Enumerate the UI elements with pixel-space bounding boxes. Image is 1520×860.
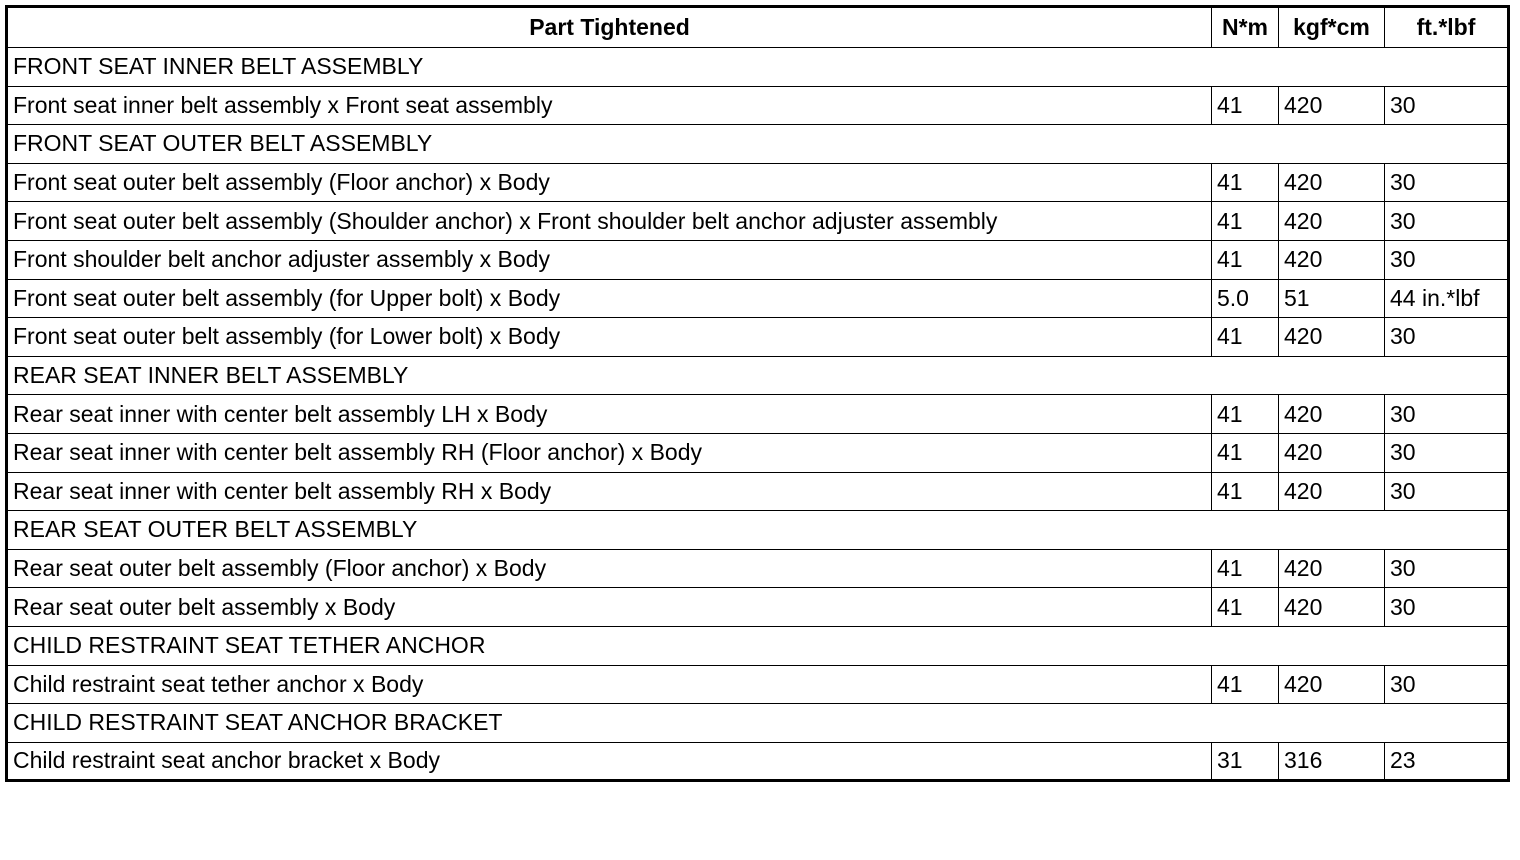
nm-value-cell: 31: [1212, 742, 1279, 781]
header-ft-lbf: ft.*lbf: [1385, 7, 1509, 48]
part-name-cell: Front seat outer belt assembly (Floor anchor) x Body: [7, 163, 1212, 202]
ft-lbf-value-cell: 30: [1385, 163, 1509, 202]
nm-value-cell: 41: [1212, 665, 1279, 704]
nm-value-cell: 41: [1212, 163, 1279, 202]
table-row: [7, 163, 1509, 202]
nm-value-cell: 41: [1212, 588, 1279, 627]
part-name-cell: Child restraint seat tether anchor x Body: [7, 665, 1212, 704]
table-row: [7, 472, 1509, 511]
part-name-cell: Rear seat outer belt assembly x Body: [7, 588, 1212, 627]
table-row: [7, 742, 1509, 781]
kgf-cm-value-cell: 420: [1279, 86, 1385, 125]
table-row: [7, 433, 1509, 472]
nm-value-cell: 41: [1212, 86, 1279, 125]
nm-value-cell: 5.0: [1212, 279, 1279, 318]
ft-lbf-value-cell: 30: [1385, 86, 1509, 125]
table-row: [7, 588, 1509, 627]
kgf-cm-value-cell: 420: [1279, 163, 1385, 202]
part-name-cell: Front seat outer belt assembly (Shoulder anchor) x Front shoulder belt anchor adjuster assembly: [7, 202, 1212, 241]
part-name-cell: Front seat outer belt assembly (for Upper bolt) x Body: [7, 279, 1212, 318]
table-row: [7, 318, 1509, 357]
kgf-cm-value-cell: 51: [1279, 279, 1385, 318]
kgf-cm-value-cell: 420: [1279, 588, 1385, 627]
kgf-cm-value-cell: 420: [1279, 549, 1385, 588]
section-row: [7, 626, 1509, 665]
ft-lbf-value-cell: 30: [1385, 202, 1509, 241]
ft-lbf-value-cell: 30: [1385, 240, 1509, 279]
header-row: [7, 7, 1509, 48]
ft-lbf-value-cell: 30: [1385, 665, 1509, 704]
section-row: [7, 704, 1509, 743]
nm-value-cell: 41: [1212, 549, 1279, 588]
section-label: FRONT SEAT INNER BELT ASSEMBLY: [7, 48, 1509, 87]
table-body: [7, 48, 1509, 781]
section-row: [7, 511, 1509, 550]
kgf-cm-value-cell: 316: [1279, 742, 1385, 781]
kgf-cm-value-cell: 420: [1279, 665, 1385, 704]
nm-value-cell: 41: [1212, 433, 1279, 472]
table-row: [7, 240, 1509, 279]
part-name-cell: Front shoulder belt anchor adjuster assembly x Body: [7, 240, 1212, 279]
ft-lbf-value-cell: 30: [1385, 588, 1509, 627]
part-name-cell: Rear seat inner with center belt assembly RH x Body: [7, 472, 1212, 511]
nm-value-cell: 41: [1212, 240, 1279, 279]
header-part-tightened: Part Tightened: [7, 7, 1212, 48]
nm-value-cell: 41: [1212, 395, 1279, 434]
part-name-cell: Front seat outer belt assembly (for Lower bolt) x Body: [7, 318, 1212, 357]
ft-lbf-value-cell: 30: [1385, 472, 1509, 511]
header-nm: N*m: [1212, 7, 1279, 48]
ft-lbf-value-cell: 23: [1385, 742, 1509, 781]
table-row: [7, 86, 1509, 125]
part-name-cell: Rear seat inner with center belt assembly RH (Floor anchor) x Body: [7, 433, 1212, 472]
section-label: REAR SEAT INNER BELT ASSEMBLY: [7, 356, 1509, 395]
kgf-cm-value-cell: 420: [1279, 202, 1385, 241]
part-name-cell: Rear seat inner with center belt assembly LH x Body: [7, 395, 1212, 434]
ft-lbf-value-cell: 44 in.*lbf: [1385, 279, 1509, 318]
section-label: REAR SEAT OUTER BELT ASSEMBLY: [7, 511, 1509, 550]
table-row: [7, 665, 1509, 704]
kgf-cm-value-cell: 420: [1279, 472, 1385, 511]
part-name-cell: Rear seat outer belt assembly (Floor anchor) x Body: [7, 549, 1212, 588]
ft-lbf-value-cell: 30: [1385, 318, 1509, 357]
part-name-cell: Front seat inner belt assembly x Front seat assembly: [7, 86, 1212, 125]
ft-lbf-value-cell: 30: [1385, 433, 1509, 472]
table-row: [7, 395, 1509, 434]
table-row: [7, 549, 1509, 588]
nm-value-cell: 41: [1212, 318, 1279, 357]
part-name-cell: Child restraint seat anchor bracket x Body: [7, 742, 1212, 781]
kgf-cm-value-cell: 420: [1279, 240, 1385, 279]
kgf-cm-value-cell: 420: [1279, 433, 1385, 472]
section-label: CHILD RESTRAINT SEAT TETHER ANCHOR: [7, 626, 1509, 665]
header-kgf-cm: kgf*cm: [1279, 7, 1385, 48]
section-row: [7, 48, 1509, 87]
kgf-cm-value-cell: 420: [1279, 395, 1385, 434]
section-label: FRONT SEAT OUTER BELT ASSEMBLY: [7, 125, 1509, 164]
kgf-cm-value-cell: 420: [1279, 318, 1385, 357]
section-label: CHILD RESTRAINT SEAT ANCHOR BRACKET: [7, 704, 1509, 743]
nm-value-cell: 41: [1212, 472, 1279, 511]
torque-spec-table: [5, 5, 1510, 782]
section-row: [7, 125, 1509, 164]
ft-lbf-value-cell: 30: [1385, 395, 1509, 434]
table-row: [7, 202, 1509, 241]
section-row: [7, 356, 1509, 395]
nm-value-cell: 41: [1212, 202, 1279, 241]
ft-lbf-value-cell: 30: [1385, 549, 1509, 588]
table-row: [7, 279, 1509, 318]
